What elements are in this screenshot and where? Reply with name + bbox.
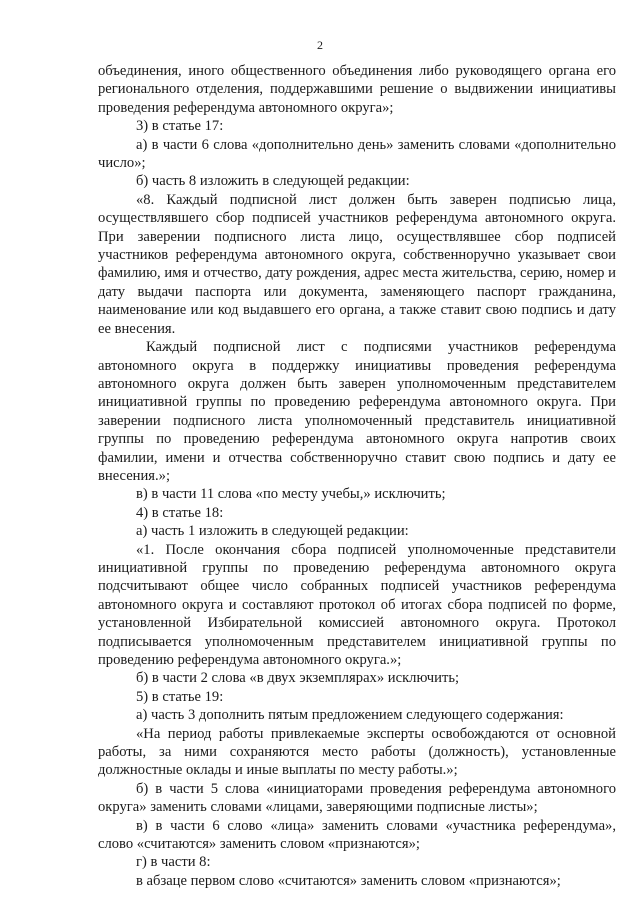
paragraph: в) в части 11 слова «по месту учебы,» исключить; bbox=[136, 486, 446, 503]
paragraph: «На период работы привлекаемые эксперты освобождаются от основной работы, за ними сохраняются место работы (должность), установленные должностные оклады и иные выплаты по месту работы.»; bbox=[98, 725, 616, 779]
paragraph: г) в части 8: bbox=[136, 854, 211, 871]
paragraph: б) часть 8 изложить в следующей редакции: bbox=[136, 173, 410, 190]
paragraph: «8. Каждый подписной лист должен быть заверен подписью лица, осуществлявшего сбор подписей участников референдума автономного округа. При заверении подписного листа лицо, осуществлявшее сбор подписей участников референдума автономного округа, собственноручно указывает свои фамилию, имя и отчество, дату рождения, адрес места жительства, серию, номер и дату выдачи паспорта или документа, заменяющего паспорт гражданина, наименование или код выдавшего его органа, а также ставит свою подпись и дату ее внесения. bbox=[98, 191, 616, 337]
paragraph: «1. После окончания сбора подписей уполномоченные представители инициативной группы по проведению референдума автономного округа подсчитывают общее число собранных подписей участников референдума автономного округа и составляют протокол об итогах сбора подписей по форме, установленной Избирательной комиссией автономного округа. Протокол подписывается уполномоченным представителем инициативной группы по проведению референдума автономного округа.»; bbox=[98, 541, 616, 668]
paragraph: б) в части 5 слова «инициаторами проведения референдума автономного округа» заменить словами «лицами, заверяющими подписные листы»; bbox=[98, 780, 616, 816]
paragraph: 4) в статье 18: bbox=[136, 504, 224, 521]
paragraph: 3) в статье 17: bbox=[136, 118, 224, 135]
paragraph: в абзаце первом слово «считаются» заменить словом «признаются»; bbox=[136, 872, 561, 889]
paragraph: а) часть 3 дополнить пятым предложением следующего содержания: bbox=[136, 707, 564, 724]
paragraph: а) в части 6 слова «дополнительно день» заменить словами «дополнительно число»; bbox=[98, 136, 616, 172]
page-number: 2 bbox=[317, 38, 323, 52]
paragraph: а) часть 1 изложить в следующей редакции: bbox=[136, 523, 409, 540]
paragraph: в) в части 6 слово «лица» заменить словами «участника референдума», слово «считаются» заменить словом «признаются»; bbox=[98, 817, 616, 853]
paragraph: 5) в статье 19: bbox=[136, 688, 224, 705]
paragraph: объединения, иного общественного объединения либо руководящего органа его регионального отделения, поддержавшими решение о выдвижении инициативы проведения референдума автономного округа»; bbox=[98, 63, 616, 116]
paragraph: Каждый подписной лист с подписями участников референдума автономного округа в поддержку инициативы проведения референдума автономного округа должен быть заверен уполномоченным представителем инициативной группы по проведению референдума автономного округа. При заверении подписного листа уполномоченный представитель инициативной группы по проведению референдума автономного округа напротив своих фамилии, имени и отчества собственноручно ставит свою подпись и дату ее внесения.»; bbox=[98, 339, 616, 484]
paragraph: б) в части 2 слова «в двух экземплярах» исключить; bbox=[136, 670, 460, 687]
document-body bbox=[98, 62, 616, 890]
